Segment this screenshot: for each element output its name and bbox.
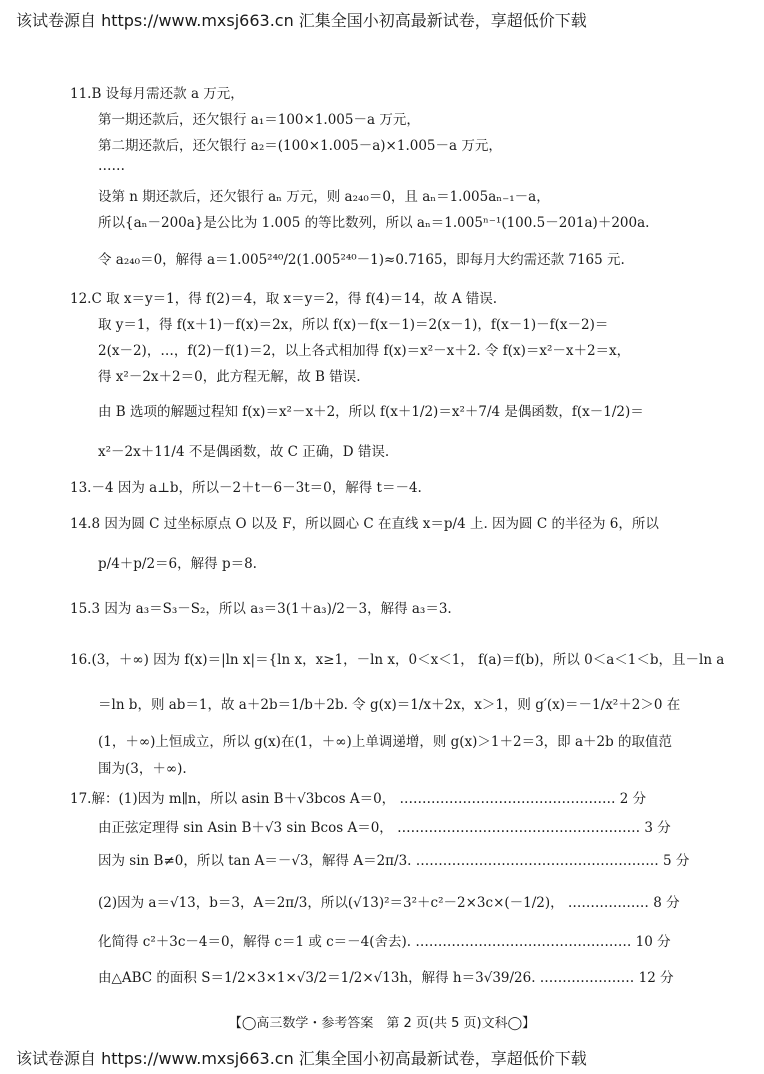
- answer-line: 由正弦定理得 sin Asin B＋√3 sin Bcos A＝0， ……………………………………………… 3 分: [98, 820, 671, 836]
- answer-line: 11.B 设每月需还款 a 万元，: [70, 86, 244, 102]
- answer-line: 12.C 取 x＝y＝1，得 f(2)＝4，取 x＝y＝2，得 f(4)＝14，故 A 错误.: [70, 291, 498, 307]
- answer-line: x²－2x＋11/4 不是偶函数，故 C 正确，D 错误.: [98, 444, 390, 460]
- page-footer: 【◯高三数学・参考答案 第 2 页(共 5 页)文科◯】: [228, 1016, 536, 1031]
- answer-line: 由△ABC 的面积 S＝1/2×3×1×√3/2＝1/2×√13h，解得 h＝3√39/26. ………………… 12 分: [98, 970, 674, 986]
- answer-line: 设第 n 期还款后，还欠银行 aₙ 万元，则 a₂₄₀＝0，且 aₙ＝1.005aₙ₋₁－a，: [98, 189, 550, 205]
- answer-line: 围为(3，＋∞).: [98, 761, 187, 777]
- watermark-bottom: 该试卷源自 https://www.mxsj663.cn 汇集全国小初高最新试卷，享超低价下载: [16, 1049, 587, 1068]
- answer-line: p/4＋p/2＝6，解得 p＝8.: [98, 556, 257, 572]
- answer-line: 15.3 因为 a₃＝S₃－S₂，所以 a₃＝3(1＋a₃)/2－3，解得 a₃＝3.: [70, 601, 452, 617]
- answer-line: 令 a₂₄₀＝0，解得 a＝1.005²⁴⁰/2(1.005²⁴⁰－1)≈0.7165，即每月大约需还款 7165 元.: [98, 252, 625, 268]
- answer-line: 2(x－2)，…，f(2)－f(1)＝2，以上各式相加得 f(x)＝x²－x＋2. 令 f(x)＝x²－x＋2＝x，: [98, 343, 631, 359]
- answer-line: 第一期还款后，还欠银行 a₁＝100×1.005－a 万元，: [98, 112, 420, 128]
- answer-line: (2)因为 a＝√13，b＝3，A＝2π/3，所以(√13)²＝3²＋c²－2×3c×(－1/2)， ……………… 8 分: [98, 895, 680, 911]
- answer-line: 化简得 c²＋3c－4＝0，解得 c＝1 或 c＝－4(舍去). ………………………………………… 10 分: [98, 934, 671, 950]
- answer-line: ＝ln b，则 ab＝1，故 a＋2b＝1/b＋2b. 令 g(x)＝1/x＋2x，x＞1，则 g′(x)＝－1/x²＋2＞0 在: [98, 697, 681, 713]
- answer-line: ……: [98, 158, 125, 174]
- watermark-top: 该试卷源自 https://www.mxsj663.cn 汇集全国小初高最新试卷，享超低价下载: [16, 11, 587, 30]
- answer-line: 所以{aₙ－200a}是公比为 1.005 的等比数列，所以 aₙ＝1.005ⁿ⁻¹(100.5－201a)＋200a.: [98, 215, 650, 231]
- answer-line: 得 x²－2x＋2＝0，此方程无解，故 B 错误.: [98, 369, 361, 385]
- answer-line: 13.－4 因为 a⊥b，所以－2＋t－6－3t＝0，解得 t＝－4.: [70, 480, 422, 496]
- answer-line: 16.(3，＋∞) 因为 f(x)＝|ln x|＝{ln x，x≥1，－ln x，0＜x＜1， f(a)＝f(b)，所以 0＜a＜1＜b，且－ln a: [70, 652, 725, 668]
- answer-line: 17.解：(1)因为 m∥n，所以 asin B＋√3bcos A＝0， ………………………………………… 2 分: [70, 791, 647, 807]
- answer-line: 取 y＝1，得 f(x＋1)－f(x)＝2x，所以 f(x)－f(x－1)＝2(x－1)，f(x－1)－f(x－2)＝: [98, 317, 609, 333]
- answer-line: 第二期还款后，还欠银行 a₂＝(100×1.005－a)×1.005－a 万元，: [98, 138, 502, 154]
- answer-line: (1，＋∞)上恒成立，所以 g(x)在(1，＋∞)上单调递增，则 g(x)＞1＋2＝3，即 a＋2b 的取值范: [98, 734, 673, 750]
- answer-line: 因为 sin B≠0，所以 tan A＝－√3，解得 A＝2π/3. ……………………………………………… 5 分: [98, 853, 690, 869]
- answer-line: 14.8 因为圆 C 过坐标原点 O 以及 F，所以圆心 C 在直线 x＝p/4 上. 因为圆 C 的半径为 6，所以: [70, 516, 659, 532]
- answer-line: 由 B 选项的解题过程知 f(x)＝x²－x＋2，所以 f(x＋1/2)＝x²＋7/4 是偶函数，f(x－1/2)＝: [98, 404, 644, 420]
